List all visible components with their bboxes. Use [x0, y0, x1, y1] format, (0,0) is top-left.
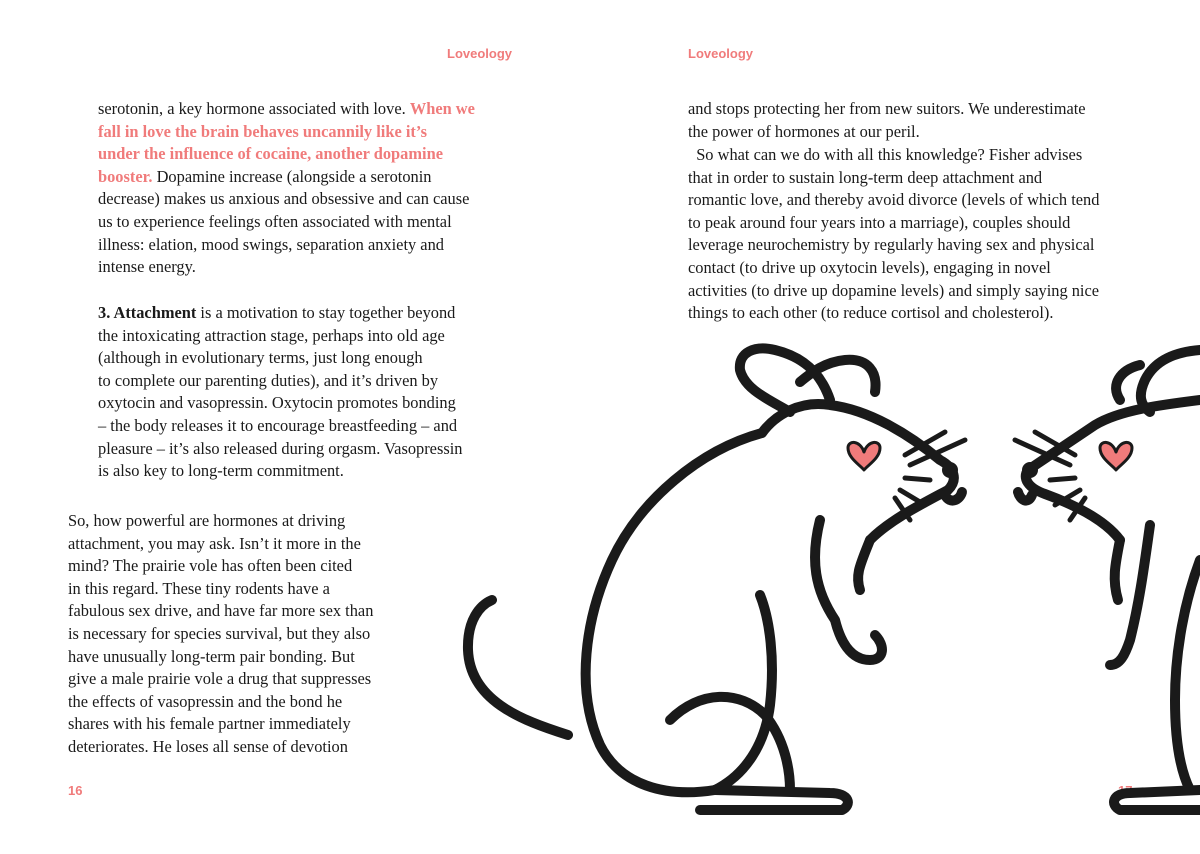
text-line	[98, 98, 475, 121]
running-head-left: Loveology	[447, 46, 513, 61]
text-line: pleasure – it’s also released during orgasm. Vasopressin	[98, 438, 463, 458]
text-line	[98, 166, 475, 189]
text-line: the effects of vasopressin and the bond he	[68, 691, 343, 711]
text-line: decrease) makes us anxious and obsessive and can cause	[98, 189, 470, 209]
pull-quote-line: under the influence of cocaine, another dopamine	[98, 144, 443, 164]
text-line: romantic love, and thereby avoid divorce (levels of which tend	[688, 190, 1100, 210]
pull-quote-line: fall in love the brain behaves uncannily like it’s	[98, 121, 428, 141]
text-line: oxytocin and vasopressin. Oxytocin promotes bonding	[98, 393, 456, 413]
text-line: attachment, you may ask. Isn’t it more in the	[68, 533, 361, 553]
text-line: and stops protecting her from new suitors. We underestimate	[688, 99, 1086, 118]
pull-quote-run: booster.	[98, 166, 153, 186]
text-line: activities (to drive up dopamine levels) and simply saying nice	[688, 280, 1100, 300]
text-run: serotonin, a key hormone associated with love.	[98, 99, 410, 118]
section-heading: 3. Attachment	[98, 303, 197, 322]
text-line: is necessary for species survival, but they also	[68, 623, 371, 643]
text-line: have unusually long-term pair bonding. But	[68, 646, 355, 666]
running-head-right: Loveology	[688, 46, 754, 61]
heart-eye-icon	[1100, 442, 1132, 470]
paragraph-prairie-vole	[68, 510, 373, 759]
text-line: (although in evolutionary terms, just long enough	[98, 348, 423, 368]
text-line: to peak around four years into a marriage), couples should	[688, 212, 1071, 232]
paragraph-fisher-advice	[688, 144, 1099, 325]
text-line: the power of hormones at our peril.	[688, 121, 920, 141]
text-run: Dopamine increase (alongside a serotonin	[152, 166, 432, 186]
vole-left-icon	[468, 348, 965, 810]
text-line: illness: elation, mood swings, separation anxiety and	[98, 234, 444, 254]
paragraph-attachment	[98, 302, 462, 483]
text-line: So what can we do with all this knowledge? Fisher advises	[688, 145, 1083, 164]
text-line: deteriorates. He loses all sense of devotion	[68, 736, 348, 756]
heart-eye-icon	[848, 442, 880, 470]
text-line: – the body releases it to encourage breastfeeding – and	[98, 415, 458, 435]
pull-quote-run: When we	[409, 99, 475, 118]
text-line: us to experience feelings often associated with mental	[98, 211, 452, 231]
text-line: the intoxicating attraction stage, perhaps into old age	[98, 325, 445, 345]
text-line: fabulous sex drive, and have far more sex than	[68, 601, 374, 621]
text-line: contact (to drive up oxytocin levels), engaging in novel	[688, 257, 1051, 277]
paragraph-dopamine	[98, 98, 475, 279]
text-line: shares with his female partner immediately	[68, 714, 351, 734]
text-line: mind? The prairie vole has often been cited	[68, 556, 353, 576]
text-line	[98, 302, 462, 325]
text-line: that in order to sustain long-term deep attachment and	[688, 167, 1043, 187]
page-number-right: 17	[1118, 783, 1133, 798]
text-line: So, how powerful are hormones at driving	[68, 511, 346, 530]
vole-right-icon	[1015, 350, 1200, 810]
text-line: things to each other (to reduce cortisol and cholesterol).	[688, 303, 1054, 323]
text-line: give a male prairie vole a drug that suppresses	[68, 669, 372, 689]
page-number-left: 16	[68, 783, 83, 798]
text-line: intense energy.	[98, 257, 196, 277]
text-line: leverage neurochemistry by regularly having sex and physical	[688, 235, 1095, 255]
text-line: in this regard. These tiny rodents have a	[68, 578, 330, 598]
voles-illustration	[420, 330, 1200, 830]
paragraph-continuation	[688, 98, 1086, 143]
text-line: to complete our parenting duties), and it’s driven by	[98, 370, 439, 390]
text-line: is also key to long-term commitment.	[98, 461, 344, 481]
text-run: is a motivation to stay together beyond	[196, 303, 456, 322]
